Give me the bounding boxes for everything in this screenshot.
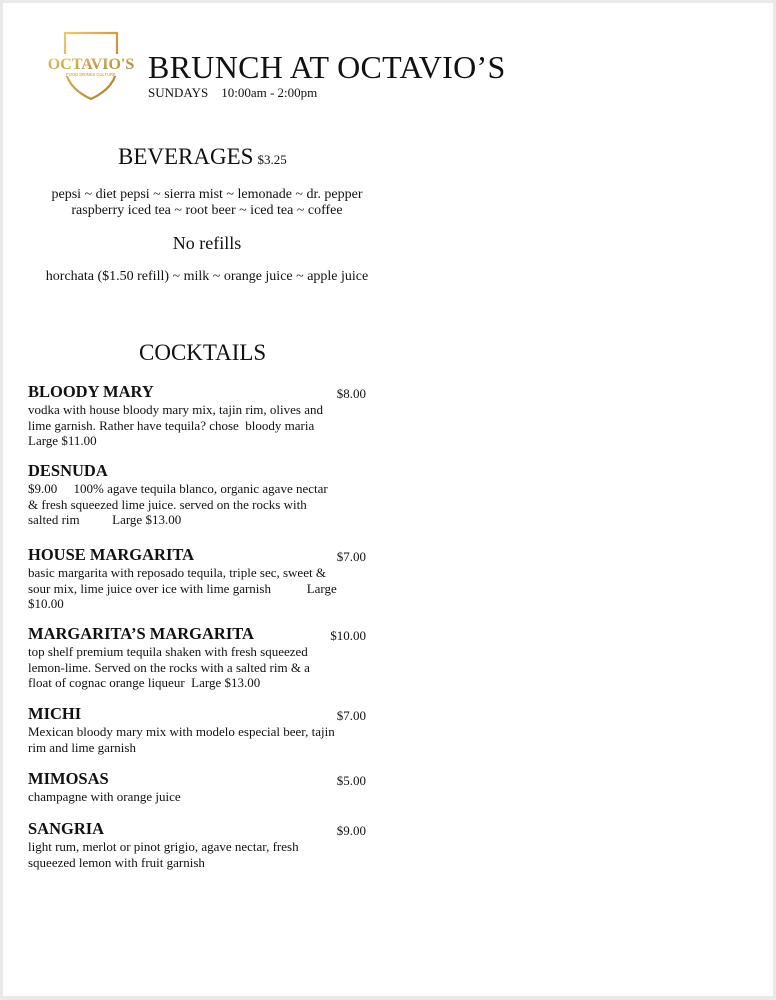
item-price: $9.00 bbox=[336, 823, 366, 838]
menu-item-michi bbox=[28, 705, 368, 755]
item-name: BLOODY MARY bbox=[28, 382, 154, 401]
item-name: DESNUDA bbox=[28, 461, 108, 480]
logo-brand-text: OCTAVIO'S bbox=[47, 56, 135, 73]
no-refills-heading: No refills bbox=[172, 233, 242, 253]
item-description: top shelf premium tequila shaken with fresh squeezed lemon-lime. Served on the rocks with a salted rim & a float of cognac orange liqueur Large $13.00 bbox=[28, 644, 310, 690]
item-price: $7.00 bbox=[336, 549, 366, 564]
beverages-heading bbox=[118, 144, 287, 170]
brunch-hours: SUNDAYS 10:00am - 2:00pm bbox=[148, 85, 318, 100]
item-description: light rum, merlot or pinot grigio, agave nectar, fresh squeezed lemon with fruit garnish bbox=[28, 839, 299, 870]
menu-item-mimosas bbox=[28, 770, 368, 805]
cocktails-heading: COCKTAILS bbox=[139, 340, 267, 365]
beverages-line-2: raspberry iced tea ~ root beer ~ iced tea ~ coffee bbox=[71, 203, 343, 218]
beverages-price: $3.25 bbox=[257, 152, 287, 167]
item-description: $9.00 100% agave tequila blanco, organic agave nectar & fresh squeezed lime juice. served on the rocks with salted rim Large $13.00 bbox=[28, 481, 328, 527]
logo-tagline-text: FOOD DRINKS CULTURE bbox=[66, 72, 116, 77]
item-description: Mexican bloody mary mix with modelo especial beer, tajin rim and lime garnish bbox=[28, 724, 335, 755]
page-title: BRUNCH AT OCTAVIO’S bbox=[148, 49, 506, 85]
item-name: MARGARITA’S MARGARITA bbox=[28, 624, 254, 643]
menu-item-bloody-mary bbox=[28, 383, 368, 449]
beverages-line-1: pepsi ~ diet pepsi ~ sierra mist ~ lemonade ~ dr. pepper bbox=[51, 187, 363, 202]
menu-item-desnuda bbox=[28, 462, 368, 528]
item-price: $7.00 bbox=[336, 708, 366, 723]
item-price: $5.00 bbox=[336, 773, 366, 788]
item-price: $8.00 bbox=[336, 386, 366, 401]
item-name: MIMOSAS bbox=[28, 769, 109, 788]
item-price: $10.00 bbox=[330, 628, 366, 643]
octavios-logo bbox=[47, 29, 135, 101]
item-description: vodka with house bloody mary mix, tajin rim, olives and lime garnish. Rather have tequila? chose bloody maria Large $11.00 bbox=[28, 402, 323, 448]
beverages-heading-text: BEVERAGES bbox=[118, 144, 254, 169]
menu-item-house-margarita bbox=[28, 546, 368, 612]
menu-page bbox=[3, 3, 773, 996]
menu-item-sangria bbox=[28, 820, 368, 870]
item-name: HOUSE MARGARITA bbox=[28, 545, 195, 564]
no-refills-line: horchata ($1.50 refill) ~ milk ~ orange juice ~ apple juice bbox=[45, 269, 369, 284]
logo-shield-icon bbox=[47, 29, 135, 101]
item-name: SANGRIA bbox=[28, 819, 105, 838]
item-name: MICHI bbox=[28, 704, 82, 723]
menu-item-margaritas-margarita bbox=[28, 625, 368, 691]
item-description: champagne with orange juice bbox=[28, 789, 181, 804]
item-description: basic margarita with reposado tequila, triple sec, sweet & sour mix, lime juice over ice with lime garnish Large $10.00 bbox=[28, 565, 337, 611]
